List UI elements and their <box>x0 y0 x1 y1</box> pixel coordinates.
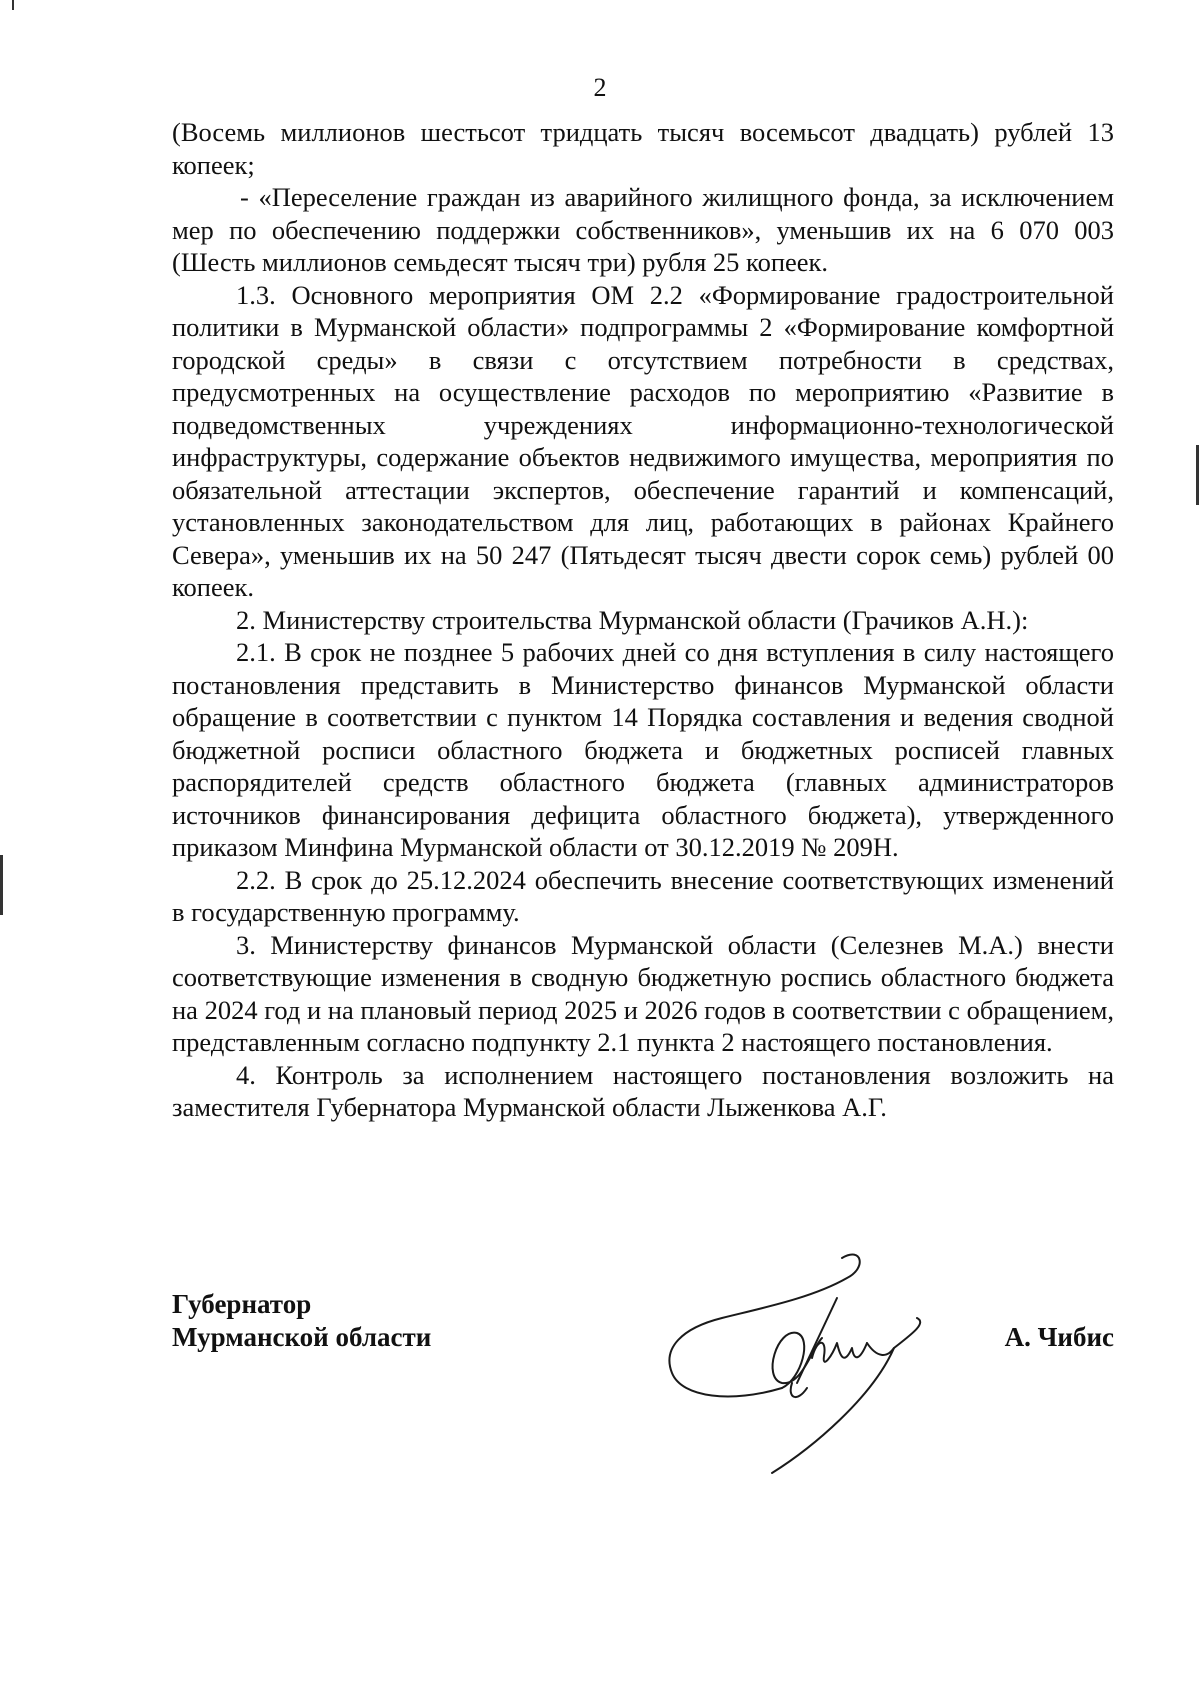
paragraph-continuation: (Восемь миллионов шестьсот тридцать тысяч восемьсот двадцать) рублей 13 копеек; <box>172 117 1114 180</box>
paragraph-4: 4. Контроль за исполнением настоящего постановления возложить на заместителя Губернатора Мурманской области Лыженкова А.Г. <box>172 1059 1114 1122</box>
paragraph-resettlement: - «Переселение граждан из аварийного жилищного фонда, за исключением мер по обеспечению поддержки собственников», уменьшив их на 6 070 003 (Шесть миллионов семьдесят тысяч три) рубля 25 копеек. <box>172 182 1114 277</box>
page-number: 2 <box>593 73 607 102</box>
signatory-position-line2: Мурманской области <box>172 1322 432 1352</box>
handwritten-signature <box>662 1238 962 1538</box>
signatory-position <box>172 1288 431 1354</box>
document-body <box>172 116 1114 1124</box>
paragraph-2-1: 2.1. В срок не позднее 5 рабочих дней со дня вступления в силу настоящего постановления представить в Министерство финансов Мурманской области обращение в соответствии с пунктом 14 Порядка составления и ведения сводной бюджетной росписи областного бюджета и бюджетных росписей главных распорядителей средств областного бюджета (главных администраторов источников финансирования дефицита областного бюджета), утвержденного приказом Минфина Мурманской области от 30.12.2019 № 209Н. <box>172 637 1114 862</box>
signatory-name: А. Чибис <box>1004 1322 1114 1352</box>
paragraph-3: 3. Министерству финансов Мурманской области (Селезнев М.А.) внести соответствующие изменения в сводную бюджетную роспись областного бюджета на 2024 год и на плановый период 2025 и 2026 годов в соответствии с обращением, представленным согласно подпункту 2.1 пункта 2 настоящего постановления. <box>172 929 1115 1057</box>
signatory-position-line1: Губернатор <box>172 1289 312 1319</box>
signature-block <box>172 1288 1114 1508</box>
scan-edge-mark <box>12 0 14 10</box>
paragraph-2-2: 2.2. В срок до 25.12.2024 обеспечить внесение соответствующих изменений в государственную программу. <box>172 864 1114 927</box>
paragraph-1-3: 1.3. Основного мероприятия ОМ 2.2 «Формирование градостроительной политики в Мурманской области» подпрограммы 2 «Формирование комфортной городской среды» в связи с отсутствием потребности в средствах, предусмотренных на осуществление расходов по мероприятию «Развитие в подведомственных учреждениях информационно-технологической инфраструктуры, содержание объектов недвижимого имущества, мероприятия по обязательной аттестации экспертов, обеспечение гарантий и компенсаций, установленных законодательством для лиц, работающих в районах Крайнего Севера», уменьшив их на 50 247 (Пятьдесят тысяч двести сорок семь) рублей 00 копеек. <box>172 279 1114 602</box>
scan-edge-mark <box>1196 445 1199 505</box>
scan-edge-mark <box>0 855 3 915</box>
paragraph-2: 2. Министерству строительства Мурманской области (Грачиков А.Н.): <box>236 604 1029 635</box>
